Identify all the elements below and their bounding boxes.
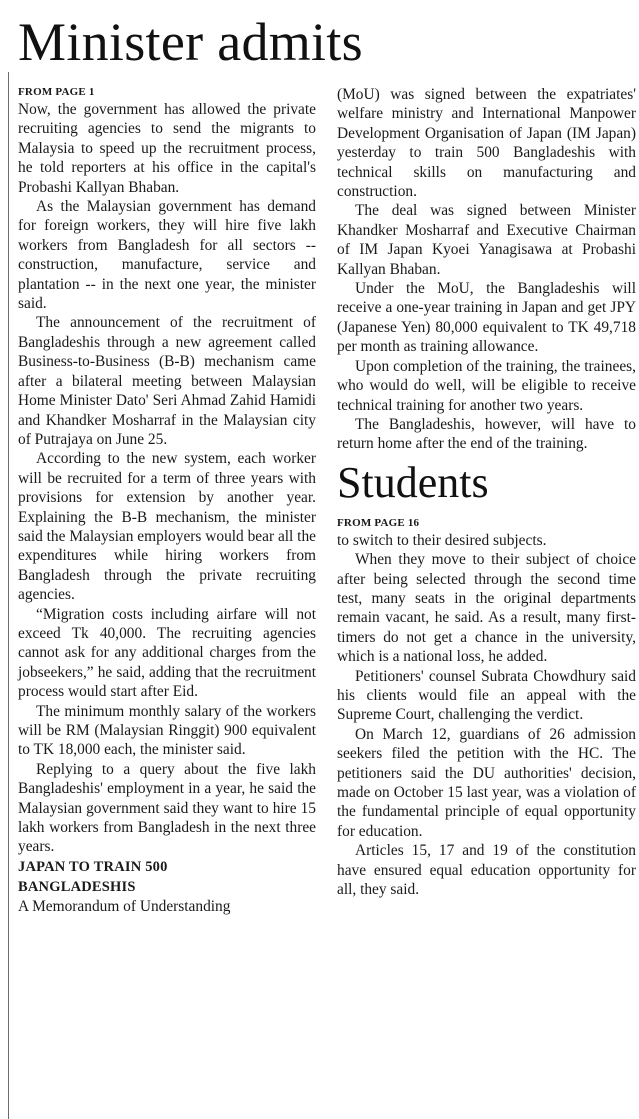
headline-students: Students <box>337 457 489 507</box>
subhead-line: JAPAN TO TRAIN 500 <box>18 858 168 875</box>
article-paragraph: The Bangladeshis, however, will have to return home after the end of the training. <box>337 415 636 453</box>
left-column <box>18 85 316 916</box>
subhead-line: BANGLADESHIS <box>18 878 136 895</box>
subhead-japan-to-train <box>18 857 316 897</box>
article-paragraph: The announcement of the recruitment of Bangladeshis through a new agreement called Business-to-Business (B-B) mechanism came after a bilateral meeting between Malaysian Home Minister Dato' Seri Ahmad Zahid Hamidi and Khandker Mosharraf in the Malaysian city of Putrajaya on June 25. <box>18 314 316 448</box>
article-paragraph: “Migration costs including airfare will not exceed Tk 40,000. The recruiting agencies cannot ask for any additional charges from the jobseekers,” he said, adding that the recruitment process would start after Eid. <box>18 605 316 701</box>
article-paragraph-continued: (MoU) was signed between the expatriates' welfare ministry and International Manpower Development Organisation of Japan (IM Japan) yesterday to train 500 Bangladeshis with technical skills on manufacturing and construction. <box>337 86 636 201</box>
article-paragraph: Petitioners' counsel Subrata Chowdhury said his clients would file an appeal with the Supreme Court, challenging the verdict. <box>337 667 636 724</box>
article-paragraph: Upon completion of the training, the trainees, who would do well, will be eligible to receive technical training for another two years. <box>337 357 636 414</box>
article-paragraph: Replying to a query about the five lakh Bangladeshis' employment in a year, he said the Malaysian government said they want to hire 15 lakh workers from Bangladesh in the next three years. <box>18 760 316 856</box>
jump-line-from-page-1: FROM PAGE 1 <box>18 86 95 98</box>
article-paragraph-continued: to switch to their desired subjects. <box>337 531 547 549</box>
column-rule <box>8 72 9 1119</box>
article-paragraph: As the Malaysian government has demand for foreign workers, they will hire five lakh workers from Bangladesh for all sectors -- construction, manufacture, service and plantation -- in the next one year, the minister said. <box>18 198 316 313</box>
article-paragraph: Now, the government has allowed the private recruiting agencies to send the migrants to Malaysia to speed up the recruitment process, he told reporters at his office in the capital's Probashi Kallyan Bhaban. <box>18 101 316 196</box>
headline-minister-admits: Minister admits <box>18 12 363 72</box>
article-paragraph: According to the new system, each worker will be recruited for a term of three years with provisions for extension by another year. Explaining the B-B mechanism, the minister said the Malaysian employers would bear all the expenditures while hiring workers from Bangladesh through the private recruiting agencies. <box>18 450 316 604</box>
article-paragraph: The deal was signed between Minister Khandker Mosharraf and Executive Chairman of IM Japan Kyoei Yanagisawa at Probashi Kallyan Bhaban. <box>337 202 636 278</box>
jump-line-from-page-16: FROM PAGE 16 <box>337 516 420 529</box>
article-paragraph: On March 12, guardians of 26 admission seekers filed the petition with the HC. The petitioners said the DU authorities' decision, made on October 15 last year, was a violation of the fundamental principle of equal opportunity for education. <box>337 725 636 840</box>
right-column <box>337 85 636 899</box>
article-paragraph: A Memorandum of Understanding <box>18 897 231 915</box>
article-paragraph: The minimum monthly salary of the workers will be RM (Malaysian Ringgit) 900 equivalent to TK 18,000 each, the minister said. <box>18 702 316 759</box>
article-paragraph: Under the MoU, the Bangladeshis will receive a one-year training in Japan and get JPY (Japanese Yen) 80,000 equivalent to TK 49,718 per month as training allowance. <box>337 280 636 356</box>
article-paragraph: Articles 15, 17 and 19 of the constitution have ensured equal education opportunity for all, they said. <box>337 842 636 899</box>
article-paragraph: When they move to their subject of choice after being selected through the second time test, many seats in the original departments remain vacant, he said. As a result, many first-timers do not get a chance in the university, which is a national loss, he added. <box>337 551 636 666</box>
